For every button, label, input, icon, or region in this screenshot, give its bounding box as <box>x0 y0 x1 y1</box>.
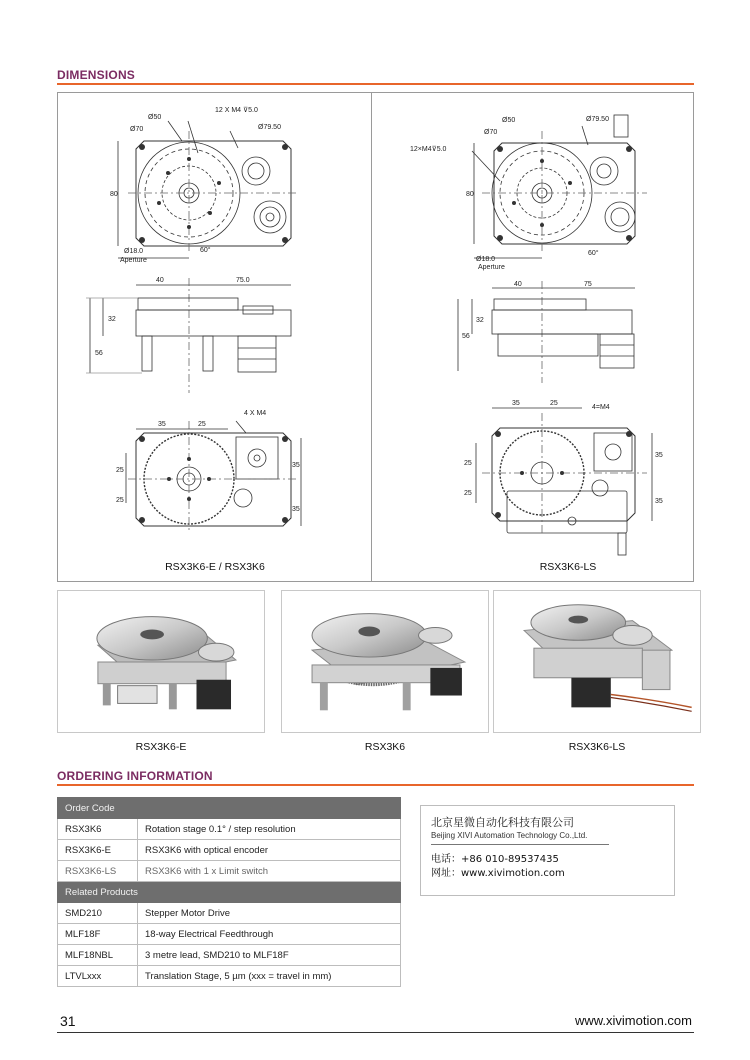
dim-r-b35: 35 <box>512 400 520 407</box>
dim-h80: 80 <box>110 191 118 198</box>
dim-d7950: Ø79.50 <box>258 124 281 131</box>
stage-image-e <box>58 591 264 732</box>
dim-r-d18: Ø18.0 <box>476 256 496 263</box>
table-row <box>58 903 401 924</box>
order-description: RSX3K6 with optical encoder <box>138 840 401 861</box>
dim-r-angle: 60° <box>588 250 599 257</box>
table-row <box>58 861 401 882</box>
dim-r-w40: 40 <box>514 281 522 288</box>
dim-d70: Ø70 <box>130 126 144 133</box>
dim-r-aperture: Aperture <box>478 264 505 271</box>
dim-angle: 60° <box>200 247 211 254</box>
dim-aperture: Aperture <box>120 257 147 264</box>
dim-r-v35a: 35 <box>655 452 663 459</box>
table-row <box>58 945 401 966</box>
stage-image-standard <box>282 591 488 732</box>
related-code: MLF18F <box>58 924 138 945</box>
dim-r-h80: 80 <box>466 191 474 198</box>
ordering-table <box>57 797 401 987</box>
dim-r-h32: 32 <box>476 317 484 324</box>
related-description: 3 metre lead, SMD210 to MLF18F <box>138 945 401 966</box>
dim-b35: 35 <box>158 421 166 428</box>
right-drawing-caption: RSX3K6-LS <box>539 561 597 573</box>
photo-caption-rsx3k6: RSX3K6 <box>364 741 406 753</box>
dim-r-d7950: Ø79.50 <box>586 116 609 123</box>
dim-r-d70: Ø70 <box>484 129 498 136</box>
related-description: Translation Stage, 5 µm (xxx = travel in mm) <box>138 966 401 987</box>
dimensions-drawing-box <box>57 92 694 582</box>
stage-image-ls <box>494 591 700 732</box>
dim-r-w75: 75 <box>584 281 592 288</box>
dim-d50: Ø50 <box>148 114 162 121</box>
order-code: RSX3K6-E <box>58 840 138 861</box>
dimensions-title: DIMENSIONS <box>57 68 136 82</box>
ordering-title: ORDERING INFORMATION <box>57 769 213 783</box>
dim-v35b: 35 <box>292 506 300 513</box>
photo-caption-rsx3k6-e: RSX3K6-E <box>135 741 187 753</box>
dim-h32: 32 <box>108 316 116 323</box>
dim-m4: 12 X M4 ⊽5.0 <box>215 107 258 114</box>
order-code-header: Order Code <box>58 798 401 819</box>
contact-web: 网址：www.xivimotion.com <box>431 868 565 879</box>
related-code: SMD210 <box>58 903 138 924</box>
table-row <box>58 966 401 987</box>
contact-box <box>420 805 675 896</box>
dim-m4x4: 4 X M4 <box>244 410 267 417</box>
dim-r-b25: 25 <box>550 400 558 407</box>
dim-h56: 56 <box>95 350 103 357</box>
order-description: RSX3K6 with 1 x Limit switch <box>138 861 401 882</box>
photo-caption-rsx3k6-ls: RSX3K6-LS <box>568 741 626 753</box>
dim-r-v25b: 25 <box>464 490 472 497</box>
company-name-en: Beijing XIVI Automation Technology Co.,Ltd. <box>431 831 588 840</box>
drawing-rsx3k6-ls <box>372 93 693 581</box>
dim-r-m4: 12×M4⊽5.0 <box>410 146 447 153</box>
table-row <box>58 840 401 861</box>
dim-v35a: 35 <box>292 462 300 469</box>
dim-r-v25a: 25 <box>464 460 472 467</box>
dim-r-m4x4: 4=M4 <box>592 404 610 411</box>
product-photo-rsx3k6 <box>281 590 489 733</box>
product-photo-rsx3k6-e <box>57 590 265 733</box>
dim-r-h56: 56 <box>462 333 470 340</box>
drawing-rsx3k6-e <box>58 93 371 581</box>
product-photo-rsx3k6-ls <box>493 590 701 733</box>
company-name-cn: 北京星微自动化科技有限公司 <box>431 816 574 829</box>
page-number: 31 <box>60 1013 76 1029</box>
dim-d18: Ø18.0 <box>124 248 144 255</box>
related-header: Related Products <box>58 882 401 903</box>
contact-rule <box>431 844 609 845</box>
footer-website-link[interactable]: www.xivimotion.com <box>574 1013 692 1028</box>
related-code: LTVLxxx <box>58 966 138 987</box>
left-drawing-caption: RSX3K6-E / RSX3K6 <box>165 561 265 573</box>
related-description: Stepper Motor Drive <box>138 903 401 924</box>
footer-rule <box>57 1032 694 1033</box>
dimensions-rule <box>57 83 694 85</box>
dim-w40: 40 <box>156 277 164 284</box>
order-code: RSX3K6 <box>58 819 138 840</box>
dim-v25b: 25 <box>116 497 124 504</box>
related-code: MLF18NBL <box>58 945 138 966</box>
table-header-related <box>58 882 401 903</box>
dim-w75: 75.0 <box>236 277 250 284</box>
table-header-order-code <box>58 798 401 819</box>
contact-phone: 电话：+86 010-89537435 <box>431 854 559 865</box>
ordering-rule <box>57 784 694 786</box>
related-description: 18-way Electrical Feedthrough <box>138 924 401 945</box>
dim-r-v35b: 35 <box>655 498 663 505</box>
order-code: RSX3K6-LS <box>58 861 138 882</box>
table-row <box>58 819 401 840</box>
dim-v25a: 25 <box>116 467 124 474</box>
dim-r-d50: Ø50 <box>502 117 516 124</box>
table-row <box>58 924 401 945</box>
dim-b25: 25 <box>198 421 206 428</box>
order-description: Rotation stage 0.1° / step resolution <box>138 819 401 840</box>
